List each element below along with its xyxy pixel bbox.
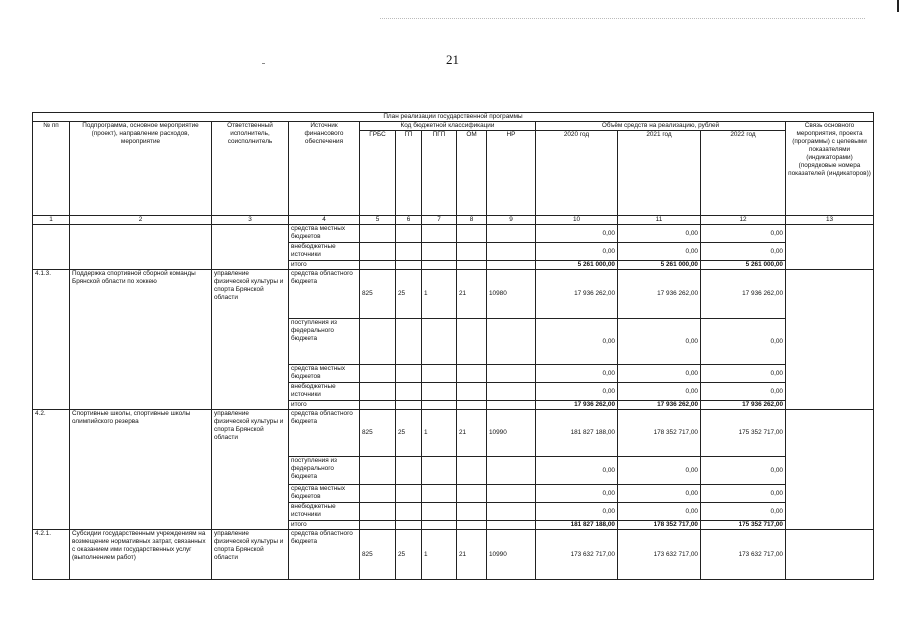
cell-2020: 17 936 262,00 [536, 270, 618, 319]
cell-2022: 0,00 [701, 243, 786, 261]
cell-num: 4.2.1. [33, 530, 70, 580]
col-number: 1 [33, 216, 70, 225]
header-budget-code: Код бюджетной классификации [360, 122, 536, 131]
cell-name: Спортивные школы, спортивные школы олимпийского резерва [70, 410, 212, 530]
cell-2020: 0,00 [536, 365, 618, 383]
col-number: 5 [360, 216, 396, 225]
cell-om [457, 225, 487, 243]
col-number: 7 [422, 216, 457, 225]
cell-executor: управление физической культуры и спорта Брянской области [212, 410, 289, 530]
table-row [33, 410, 874, 457]
edge-mark [897, 0, 899, 12]
cell-2022: 175 352 717,00 [701, 410, 786, 457]
cell-2021: 0,00 [618, 225, 701, 243]
cell-executor: управление физической культуры и спорта Брянской области [212, 270, 289, 410]
cell-gp: 25 [396, 270, 422, 319]
column-number-row [33, 216, 874, 225]
cell-2021: 5 261 000,00 [618, 261, 701, 270]
cell-source: итого [289, 261, 360, 270]
cell-source: средства местных бюджетов [289, 225, 360, 243]
header-nr: НР [487, 131, 536, 216]
cell-name: Поддержка спортивной сборной команды Брянской области по хоккею [70, 270, 212, 410]
cell-gp: 25 [396, 410, 422, 457]
header-source: Источник финансового обеспечения [289, 122, 360, 216]
cell-indicator-link [786, 410, 874, 530]
header-om: ОМ [457, 131, 487, 216]
cell-2020: 0,00 [536, 457, 618, 485]
cell-2021: 0,00 [618, 319, 701, 365]
scan-dotted-line [380, 18, 865, 19]
cell-source: средства местных бюджетов [289, 365, 360, 383]
col-number: 8 [457, 216, 487, 225]
cell-name [70, 225, 212, 270]
cell-2020: 0,00 [536, 503, 618, 521]
cell-source: внебюджетные источники [289, 243, 360, 261]
table-row [33, 225, 874, 243]
cell-pgp: 1 [422, 410, 457, 457]
cell-source: средства местных бюджетов [289, 485, 360, 503]
cell-source: итого [289, 521, 360, 530]
cell-2022: 173 632 717,00 [701, 530, 786, 580]
cell-executor [212, 225, 289, 270]
cell-2021: 0,00 [618, 365, 701, 383]
cell-num [33, 225, 70, 270]
cell-num: 4.2. [33, 410, 70, 530]
cell-2020: 0,00 [536, 485, 618, 503]
header-gp: ГП [396, 131, 422, 216]
col-number: 13 [786, 216, 874, 225]
cell-2022: 0,00 [701, 365, 786, 383]
cell-om: 21 [457, 530, 487, 580]
col-number: 10 [536, 216, 618, 225]
col-number: 3 [212, 216, 289, 225]
cell-2022: 0,00 [701, 457, 786, 485]
cell-source: поступления из федерального бюджета [289, 319, 360, 365]
cell-2022: 0,00 [701, 503, 786, 521]
col-number: 12 [701, 216, 786, 225]
cell-2022: 17 936 262,00 [701, 270, 786, 319]
cell-source: поступления из федерального бюджета [289, 457, 360, 485]
header-row-1 [33, 122, 874, 131]
col-number: 11 [618, 216, 701, 225]
cell-2021: 178 352 717,00 [618, 521, 701, 530]
cell-source: средства областного бюджета [289, 530, 360, 580]
cell-grbs: 825 [360, 410, 396, 457]
cell-2022: 0,00 [701, 485, 786, 503]
cell-2022: 175 352 717,00 [701, 521, 786, 530]
header-year-2022: 2022 год [701, 131, 786, 216]
cell-pgp: 1 [422, 530, 457, 580]
cell-source: средства областного бюджета [289, 270, 360, 319]
col-number: 9 [487, 216, 536, 225]
page-number: 21 [446, 52, 459, 67]
header-year-2021: 2021 год [618, 131, 701, 216]
cell-source: средства областного бюджета [289, 410, 360, 457]
cell-2021: 0,00 [618, 503, 701, 521]
cell-2022: 0,00 [701, 383, 786, 401]
cell-source: внебюджетные источники [289, 383, 360, 401]
header-num: № пп [33, 122, 70, 216]
cell-2020: 17 936 262,00 [536, 401, 618, 410]
header-name: Подпрограмма, основное мероприятие (проект), направление расходов, мероприятие [70, 122, 212, 216]
cell-2020: 181 827 188,00 [536, 410, 618, 457]
cell-source: итого [289, 401, 360, 410]
cell-2022: 0,00 [701, 319, 786, 365]
cell-2020: 0,00 [536, 225, 618, 243]
cell-2020: 0,00 [536, 383, 618, 401]
cell-num: 4.1.3. [33, 270, 70, 410]
header-funds: Объём средств на реализацию, рублей [536, 122, 786, 131]
cell-2021: 178 352 717,00 [618, 410, 701, 457]
header-grbs: ГРБС [360, 131, 396, 216]
cell-2021: 173 632 717,00 [618, 530, 701, 580]
cell-2021: 0,00 [618, 383, 701, 401]
table-row [33, 270, 874, 319]
cell-grbs [360, 225, 396, 243]
cell-om: 21 [457, 410, 487, 457]
cell-pgp [422, 225, 457, 243]
program-plan-table [32, 112, 874, 580]
col-number: 2 [70, 216, 212, 225]
cell-source: внебюджетные источники [289, 503, 360, 521]
cell-2021: 17 936 262,00 [618, 401, 701, 410]
cell-2020: 173 632 717,00 [536, 530, 618, 580]
table-caption: План реализации государственной программы [33, 113, 874, 122]
cell-2020: 5 261 000,00 [536, 261, 618, 270]
header-executor: Ответственный исполнитель, соисполнитель [212, 122, 289, 216]
cell-gp [396, 225, 422, 243]
table-row [33, 530, 874, 580]
cell-indicator-link [786, 530, 874, 580]
header-pgp: ПГП [422, 131, 457, 216]
cell-2022: 17 936 262,00 [701, 401, 786, 410]
cell-gp: 25 [396, 530, 422, 580]
cell-nr: 10980 [487, 270, 536, 319]
caption-row [33, 113, 874, 122]
col-number: 4 [289, 216, 360, 225]
cell-nr: 10990 [487, 530, 536, 580]
cell-2021: 0,00 [618, 457, 701, 485]
cell-2022: 0,00 [701, 225, 786, 243]
cell-2020: 0,00 [536, 243, 618, 261]
col-number: 6 [396, 216, 422, 225]
header-year-2020: 2020 год [536, 131, 618, 216]
cell-name: Субсидии государственным учреждениям на возмещение нормативных затрат, связанных с оказанием ими государственных услуг (выполнением работ) [70, 530, 212, 580]
cell-2021: 17 936 262,00 [618, 270, 701, 319]
cell-2022: 5 261 000,00 [701, 261, 786, 270]
cell-2021: 0,00 [618, 243, 701, 261]
cell-2020: 181 827 188,00 [536, 521, 618, 530]
cell-grbs: 825 [360, 270, 396, 319]
cell-indicator-link [786, 225, 874, 270]
cell-2020: 0,00 [536, 319, 618, 365]
cell-pgp: 1 [422, 270, 457, 319]
cell-nr [487, 225, 536, 243]
cell-om: 21 [457, 270, 487, 319]
cell-2021: 0,00 [618, 485, 701, 503]
cell-nr: 10990 [487, 410, 536, 457]
header-indicator-link: Связь основного мероприятия, проекта (программы) с целевыми показателями (индикаторами) (порядковые номера показателей (индикаторов)) [786, 122, 874, 216]
cell-executor: управление физической культуры и спорта Брянской области [212, 530, 289, 580]
cell-indicator-link [786, 270, 874, 410]
cell-grbs: 825 [360, 530, 396, 580]
